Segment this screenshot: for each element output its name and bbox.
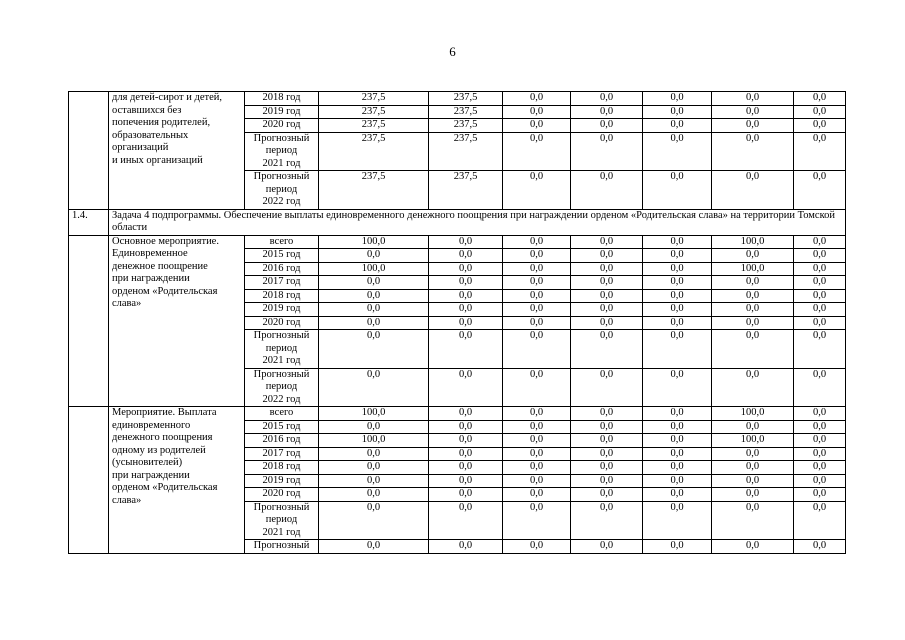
value-cell: 0,0 xyxy=(643,249,712,263)
value-cell: 237,5 xyxy=(429,171,503,210)
value-cell: 0,0 xyxy=(503,303,571,317)
value-cell: 0,0 xyxy=(429,461,503,475)
value-cell: 0,0 xyxy=(643,434,712,448)
year-cell xyxy=(245,368,319,407)
text-line: слава» xyxy=(112,494,142,506)
value-cell: 237,5 xyxy=(429,92,503,106)
value-cell: 0,0 xyxy=(503,105,571,119)
value-cell: 0,0 xyxy=(429,276,503,290)
value-cell: 0,0 xyxy=(503,249,571,263)
value-cell: 0,0 xyxy=(643,171,712,210)
year-cell: 2016 год xyxy=(245,434,319,448)
value-cell: 0,0 xyxy=(319,540,429,554)
value-cell: 0,0 xyxy=(794,474,846,488)
value-cell: 0,0 xyxy=(319,249,429,263)
text-line: период xyxy=(265,183,298,195)
value-cell: 0,0 xyxy=(571,119,643,133)
text-line: Прогнозный xyxy=(253,540,310,551)
value-cell: 237,5 xyxy=(319,119,429,133)
text-line: для детей-сирот и детей, xyxy=(112,92,222,103)
description-cell xyxy=(109,407,245,554)
value-cell: 0,0 xyxy=(429,316,503,330)
value-cell: 0,0 xyxy=(503,447,571,461)
value-cell: 0,0 xyxy=(794,501,846,540)
value-cell: 237,5 xyxy=(319,132,429,171)
value-cell: 0,0 xyxy=(643,330,712,369)
value-cell: 0,0 xyxy=(503,262,571,276)
text-line: 2021 год xyxy=(262,157,301,169)
value-cell: 0,0 xyxy=(571,171,643,210)
value-cell: 100,0 xyxy=(712,235,794,249)
value-cell: 237,5 xyxy=(319,105,429,119)
row-number-cell xyxy=(69,407,109,554)
description-cell xyxy=(109,235,245,407)
value-cell: 0,0 xyxy=(794,316,846,330)
value-cell: 0,0 xyxy=(643,407,712,421)
value-cell: 0,0 xyxy=(503,461,571,475)
text-line: при награждении xyxy=(112,469,190,481)
value-cell: 0,0 xyxy=(571,461,643,475)
value-cell: 0,0 xyxy=(571,368,643,407)
year-cell: 2020 год xyxy=(245,316,319,330)
value-cell: 0,0 xyxy=(794,235,846,249)
value-cell: 0,0 xyxy=(712,488,794,502)
value-cell: 0,0 xyxy=(503,235,571,249)
row-number-cell xyxy=(69,92,109,210)
value-cell: 0,0 xyxy=(503,434,571,448)
page-number: 6 xyxy=(449,44,456,59)
row-number-cell: 1.4. xyxy=(69,209,109,235)
value-cell: 0,0 xyxy=(712,276,794,290)
text-line: денежного поощрения xyxy=(112,432,213,443)
text-line: единовременного xyxy=(112,419,191,431)
value-cell: 0,0 xyxy=(794,488,846,502)
year-cell xyxy=(245,501,319,540)
value-cell: 0,0 xyxy=(794,249,846,263)
text-line: период xyxy=(265,145,298,156)
text-line: 2022 год xyxy=(262,393,301,405)
value-cell: 0,0 xyxy=(643,368,712,407)
value-cell: 0,0 xyxy=(712,105,794,119)
value-cell: 0,0 xyxy=(319,303,429,317)
text-line: денежное поощрение xyxy=(112,260,208,272)
value-cell: 0,0 xyxy=(429,303,503,317)
value-cell: 0,0 xyxy=(643,474,712,488)
value-cell: 0,0 xyxy=(503,474,571,488)
value-cell: 100,0 xyxy=(712,434,794,448)
value-cell: 0,0 xyxy=(712,540,794,554)
value-cell: 0,0 xyxy=(429,488,503,502)
value-cell: 0,0 xyxy=(571,330,643,369)
value-cell: 100,0 xyxy=(319,262,429,276)
value-cell: 0,0 xyxy=(643,303,712,317)
value-cell: 0,0 xyxy=(794,303,846,317)
text-line: Прогнозный xyxy=(253,368,310,380)
text-line: 2022 год xyxy=(262,196,301,207)
value-cell: 0,0 xyxy=(429,420,503,434)
text-line: образовательных xyxy=(112,129,189,141)
value-cell: 0,0 xyxy=(571,488,643,502)
value-cell: 0,0 xyxy=(712,461,794,475)
value-cell: 0,0 xyxy=(503,276,571,290)
value-cell: 0,0 xyxy=(794,119,846,133)
value-cell: 0,0 xyxy=(319,420,429,434)
year-cell: 2015 год xyxy=(245,249,319,263)
value-cell: 100,0 xyxy=(319,407,429,421)
year-cell: 2019 год xyxy=(245,105,319,119)
value-cell: 0,0 xyxy=(503,171,571,210)
value-cell: 0,0 xyxy=(712,501,794,540)
value-cell: 0,0 xyxy=(429,249,503,263)
value-cell: 0,0 xyxy=(794,368,846,407)
text-line: при награждении xyxy=(112,273,190,284)
year-cell xyxy=(245,132,319,171)
value-cell: 0,0 xyxy=(429,407,503,421)
value-cell: 0,0 xyxy=(503,368,571,407)
value-cell: 0,0 xyxy=(712,289,794,303)
text-line: слава» xyxy=(112,298,142,309)
value-cell: 0,0 xyxy=(712,303,794,317)
value-cell: 0,0 xyxy=(643,276,712,290)
task-title-cell: Задача 4 подпрограммы. Обеспечение выплаты единовременного денежного поощрения при награждении орденом «Родительская слава» на территории Томской области xyxy=(109,209,846,235)
value-cell: 0,0 xyxy=(643,488,712,502)
value-cell: 0,0 xyxy=(794,262,846,276)
value-cell: 100,0 xyxy=(319,235,429,249)
text-line: Прогнозный xyxy=(253,501,310,513)
value-cell: 0,0 xyxy=(503,289,571,303)
value-cell: 0,0 xyxy=(643,420,712,434)
year-cell xyxy=(245,171,319,210)
text-line: орденом «Родительская xyxy=(112,285,218,297)
text-line: Мероприятие. Выплата xyxy=(112,407,217,418)
value-cell: 0,0 xyxy=(503,540,571,554)
value-cell: 0,0 xyxy=(429,289,503,303)
budget-table xyxy=(68,91,846,554)
year-cell: всего xyxy=(245,407,319,421)
description-cell xyxy=(109,92,245,210)
year-cell: 2018 год xyxy=(245,92,319,106)
value-cell: 100,0 xyxy=(712,407,794,421)
value-cell: 0,0 xyxy=(712,368,794,407)
value-cell: 0,0 xyxy=(503,132,571,171)
text-line: организаций xyxy=(112,142,169,153)
text-line: (усыновителей) xyxy=(112,457,183,468)
text-line: Основное мероприятие. xyxy=(112,235,219,247)
value-cell: 0,0 xyxy=(429,262,503,276)
year-cell: 2015 год xyxy=(245,420,319,434)
value-cell: 0,0 xyxy=(794,92,846,106)
value-cell: 0,0 xyxy=(643,262,712,276)
text-line: период xyxy=(265,514,298,525)
year-cell xyxy=(245,540,319,554)
year-cell: 2020 год xyxy=(245,119,319,133)
year-cell: 2018 год xyxy=(245,289,319,303)
value-cell: 0,0 xyxy=(571,316,643,330)
table-row xyxy=(69,235,846,249)
value-cell: 0,0 xyxy=(571,303,643,317)
value-cell: 0,0 xyxy=(319,368,429,407)
value-cell: 0,0 xyxy=(712,316,794,330)
text-line: Прогнозный xyxy=(253,132,310,144)
value-cell: 0,0 xyxy=(794,105,846,119)
value-cell: 0,0 xyxy=(319,289,429,303)
value-cell: 0,0 xyxy=(503,420,571,434)
year-cell: 2018 год xyxy=(245,461,319,475)
value-cell: 0,0 xyxy=(643,316,712,330)
value-cell: 0,0 xyxy=(429,368,503,407)
value-cell: 0,0 xyxy=(712,330,794,369)
value-cell: 0,0 xyxy=(571,276,643,290)
value-cell: 0,0 xyxy=(503,119,571,133)
value-cell: 0,0 xyxy=(429,474,503,488)
value-cell: 0,0 xyxy=(794,330,846,369)
value-cell: 0,0 xyxy=(794,461,846,475)
value-cell: 0,0 xyxy=(712,92,794,106)
value-cell: 0,0 xyxy=(643,119,712,133)
value-cell: 0,0 xyxy=(794,447,846,461)
year-cell: 2019 год xyxy=(245,474,319,488)
value-cell: 0,0 xyxy=(794,540,846,554)
year-cell: 2017 год xyxy=(245,447,319,461)
value-cell: 0,0 xyxy=(571,262,643,276)
text-line: 2021 год xyxy=(262,355,301,366)
value-cell: 0,0 xyxy=(794,407,846,421)
value-cell: 0,0 xyxy=(429,434,503,448)
value-cell: 0,0 xyxy=(712,132,794,171)
value-cell: 0,0 xyxy=(643,447,712,461)
value-cell: 0,0 xyxy=(571,289,643,303)
value-cell: 0,0 xyxy=(319,501,429,540)
row-number-cell xyxy=(69,235,109,407)
value-cell: 0,0 xyxy=(571,407,643,421)
value-cell: 100,0 xyxy=(712,262,794,276)
value-cell: 100,0 xyxy=(319,434,429,448)
value-cell: 0,0 xyxy=(571,540,643,554)
text-line: одному из родителей xyxy=(112,444,206,456)
value-cell: 0,0 xyxy=(643,289,712,303)
value-cell: 0,0 xyxy=(429,501,503,540)
value-cell: 237,5 xyxy=(319,92,429,106)
value-cell: 0,0 xyxy=(712,474,794,488)
table-row xyxy=(69,407,846,421)
value-cell: 0,0 xyxy=(571,92,643,106)
value-cell: 0,0 xyxy=(571,235,643,249)
year-cell: 2020 год xyxy=(245,488,319,502)
value-cell: 0,0 xyxy=(794,289,846,303)
value-cell: 0,0 xyxy=(503,488,571,502)
value-cell: 0,0 xyxy=(794,171,846,210)
value-cell: 0,0 xyxy=(319,488,429,502)
value-cell: 0,0 xyxy=(571,420,643,434)
value-cell: 0,0 xyxy=(712,119,794,133)
year-cell xyxy=(245,330,319,369)
value-cell: 0,0 xyxy=(503,501,571,540)
year-cell: всего xyxy=(245,235,319,249)
value-cell: 0,0 xyxy=(794,276,846,290)
year-cell: 2019 год xyxy=(245,303,319,317)
text-line: Единовременное xyxy=(112,248,188,259)
value-cell: 0,0 xyxy=(643,461,712,475)
value-cell: 237,5 xyxy=(429,105,503,119)
value-cell: 0,0 xyxy=(712,447,794,461)
text-line: Прогнозный xyxy=(253,330,310,341)
table-row xyxy=(69,92,846,106)
value-cell: 0,0 xyxy=(319,316,429,330)
value-cell: 0,0 xyxy=(571,105,643,119)
value-cell: 0,0 xyxy=(319,447,429,461)
value-cell: 0,0 xyxy=(429,330,503,369)
value-cell: 0,0 xyxy=(643,105,712,119)
text-line: попечения родителей, xyxy=(112,117,211,128)
value-cell: 0,0 xyxy=(571,447,643,461)
value-cell: 0,0 xyxy=(571,474,643,488)
value-cell: 0,0 xyxy=(319,330,429,369)
value-cell: 0,0 xyxy=(571,249,643,263)
table-body xyxy=(69,92,846,554)
text-line: 2021 год xyxy=(262,526,301,538)
text-line: период xyxy=(265,342,298,354)
value-cell: 0,0 xyxy=(503,330,571,369)
value-cell: 0,0 xyxy=(712,171,794,210)
value-cell: 0,0 xyxy=(429,447,503,461)
value-cell: 0,0 xyxy=(643,501,712,540)
value-cell: 237,5 xyxy=(429,119,503,133)
value-cell: 0,0 xyxy=(794,132,846,171)
text-line: орденом «Родительская xyxy=(112,482,218,493)
value-cell: 0,0 xyxy=(643,540,712,554)
value-cell: 0,0 xyxy=(319,276,429,290)
text-line: и иных организаций xyxy=(112,154,203,166)
value-cell: 237,5 xyxy=(429,132,503,171)
value-cell: 0,0 xyxy=(571,501,643,540)
value-cell: 0,0 xyxy=(643,235,712,249)
text-line: оставшихся без xyxy=(112,104,182,116)
value-cell: 0,0 xyxy=(319,474,429,488)
text-line: Прогнозный xyxy=(253,171,310,182)
value-cell: 0,0 xyxy=(712,420,794,434)
value-cell: 0,0 xyxy=(319,461,429,475)
value-cell: 0,0 xyxy=(503,316,571,330)
value-cell: 0,0 xyxy=(794,420,846,434)
value-cell: 0,0 xyxy=(503,92,571,106)
value-cell: 0,0 xyxy=(643,132,712,171)
text-line: период xyxy=(265,381,298,392)
value-cell: 0,0 xyxy=(429,540,503,554)
value-cell: 0,0 xyxy=(712,249,794,263)
value-cell: 0,0 xyxy=(794,434,846,448)
value-cell: 0,0 xyxy=(429,235,503,249)
year-cell: 2017 год xyxy=(245,276,319,290)
value-cell: 0,0 xyxy=(503,407,571,421)
value-cell: 0,0 xyxy=(571,434,643,448)
value-cell: 0,0 xyxy=(643,92,712,106)
value-cell: 237,5 xyxy=(319,171,429,210)
year-cell: 2016 год xyxy=(245,262,319,276)
value-cell: 0,0 xyxy=(571,132,643,171)
task-row xyxy=(69,209,846,235)
